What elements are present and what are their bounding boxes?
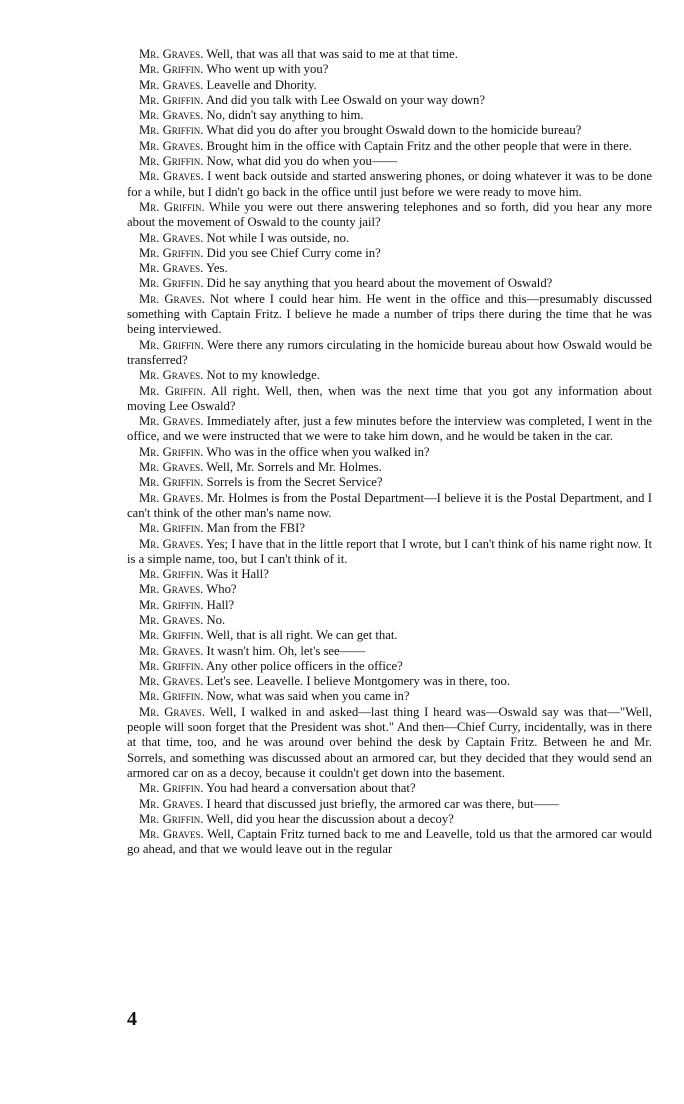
speaker-name: Mr. Graves. <box>139 796 204 811</box>
speech-text: Who was in the office when you walked in? <box>203 444 430 459</box>
speech-text: Any other police officers in the office? <box>203 658 403 673</box>
testimony-paragraph <box>127 368 652 383</box>
speaker-name: Mr. Griffin. <box>139 245 204 260</box>
speech-text: Man from the FBI? <box>203 521 305 536</box>
testimony-paragraph <box>127 62 652 77</box>
speaker-name: Mr. Griffin. <box>139 123 204 138</box>
testimony-paragraph <box>127 200 652 231</box>
speech-text: Well, that was all that was said to me at that time. <box>203 47 458 61</box>
speaker-name: Mr. Griffin. <box>139 383 206 398</box>
speaker-name: Mr. Graves. <box>139 368 204 383</box>
speaker-name: Mr. Graves. <box>139 291 206 306</box>
speech-text: Not while I was outside, no. <box>203 230 350 245</box>
speaker-name: Mr. Griffin. <box>139 567 204 582</box>
speaker-name: Mr. Graves. <box>139 490 204 505</box>
speech-text: Mr. Holmes is from the Postal Department—I believe it is the Postal Department, and I can't think of the other man's name now. <box>127 490 652 520</box>
speaker-name: Mr. Griffin. <box>139 597 204 612</box>
speech-text: All right. Well, then, when was the next time that you got any information about moving Lee Oswald? <box>127 383 652 413</box>
speaker-name: Mr. Graves. <box>139 460 204 475</box>
testimony-text <box>127 47 652 858</box>
testimony-paragraph <box>127 613 652 628</box>
speaker-name: Mr. Griffin. <box>139 444 204 459</box>
speech-text: Who went up with you? <box>203 62 329 77</box>
testimony-paragraph <box>127 659 652 674</box>
testimony-paragraph <box>127 475 652 490</box>
speech-text: Did he say anything that you heard about the movement of Oswald? <box>203 276 553 291</box>
speech-text: Not where I could hear him. He went in the office and this—presumably discussed something with Captain Fritz. I believe he made a number of trips there during the time that he was being interviewed. <box>127 291 652 337</box>
speech-text: And did you talk with Lee Oswald on your way down? <box>203 92 486 107</box>
page-number: 4 <box>127 1008 137 1030</box>
speaker-name: Mr. Griffin. <box>139 199 205 214</box>
speech-text: Well, Mr. Sorrels and Mr. Holmes. <box>203 460 382 475</box>
testimony-paragraph <box>127 491 652 522</box>
testimony-paragraph <box>127 781 652 796</box>
testimony-paragraph <box>127 123 652 138</box>
testimony-paragraph <box>127 445 652 460</box>
speaker-name: Mr. Griffin. <box>139 521 204 536</box>
testimony-paragraph <box>127 537 652 568</box>
speech-text: Well, Captain Fritz turned back to me and Leavelle, told us that the armored car would go ahead, and that we would leave out in the regular <box>127 827 653 857</box>
speech-text: What did you do after you brought Oswald down to the homicide bureau? <box>203 123 582 138</box>
speaker-name: Mr. Griffin. <box>139 62 204 77</box>
speech-text: Now, what did you do when you—— <box>203 154 398 169</box>
testimony-paragraph <box>127 261 652 276</box>
speaker-name: Mr. Griffin. <box>139 628 204 643</box>
testimony-paragraph <box>127 276 652 291</box>
speaker-name: Mr. Griffin. <box>139 475 204 490</box>
speaker-name: Mr. Graves. <box>139 414 204 429</box>
speech-text: I heard that discussed just briefly, the armored car was there, but—— <box>203 796 560 811</box>
testimony-paragraph <box>127 384 652 415</box>
speech-text: Well, that is all right. We can get that. <box>203 628 398 643</box>
speaker-name: Mr. Graves. <box>139 138 204 153</box>
testimony-paragraph <box>127 169 652 200</box>
speaker-name: Mr. Graves. <box>139 169 204 184</box>
speech-text: It wasn't him. Oh, let's see—— <box>203 643 366 658</box>
testimony-paragraph <box>127 108 652 123</box>
testimony-paragraph <box>127 797 652 812</box>
speaker-name: Mr. Graves. <box>139 108 204 123</box>
speech-text: Brought him in the office with Captain Fritz and the other people that were in there. <box>203 138 632 153</box>
testimony-paragraph <box>127 154 652 169</box>
speaker-name: Mr. Graves. <box>139 612 204 627</box>
speaker-name: Mr. Graves. <box>139 536 204 551</box>
testimony-paragraph <box>127 338 652 369</box>
testimony-paragraph <box>127 644 652 659</box>
speech-text: While you were out there answering telephones and so forth, did you hear any more about the movement of Oswald to the county jail? <box>127 199 652 230</box>
speech-text: Who? <box>203 582 237 597</box>
testimony-paragraph <box>127 567 652 582</box>
speech-text: Sorrels is from the Secret Service? <box>203 475 383 490</box>
speaker-name: Mr. Griffin. <box>139 658 204 673</box>
testimony-paragraph <box>127 246 652 261</box>
speech-text: You had heard a conversation about that? <box>203 781 416 796</box>
testimony-paragraph <box>127 292 652 338</box>
testimony-paragraph <box>127 582 652 597</box>
speaker-name: Mr. Graves. <box>139 77 204 92</box>
speech-text: Hall? <box>203 597 235 612</box>
testimony-paragraph <box>127 231 652 246</box>
speech-text: Let's see. Leavelle. I believe Montgomery was in there, too. <box>203 674 510 689</box>
speech-text: Well, I walked in and asked—last thing I heard was—Oswald say was that—"Well, people will soon forget that the President was shot." And then—Chief Curry, incidentally, was in there at that time, too, and he was around over behind the desk by Captain Fritz. Between he and Mr. Sorrels, and something was discussed about an armored car, but they decided that they would send an armored car on as a decoy, because it couldn't get down into the basement. <box>127 704 653 780</box>
testimony-paragraph <box>127 628 652 643</box>
testimony-paragraph <box>127 78 652 93</box>
speech-text: Was it Hall? <box>203 567 269 582</box>
speech-text: Were there any rumors circulating in the homicide bureau about how Oswald would be transferred? <box>127 337 652 367</box>
speech-text: Immediately after, just a few minutes before the interview was completed, I went in the office, and we were instructed that we were to take him down, and he would be taken in the car. <box>127 414 653 444</box>
speech-text: Well, did you hear the discussion about a decoy? <box>203 811 454 826</box>
speaker-name: Mr. Griffin. <box>139 154 204 169</box>
testimony-paragraph <box>127 47 652 62</box>
speaker-name: Mr. Griffin. <box>139 781 204 796</box>
testimony-paragraph <box>127 93 652 108</box>
testimony-paragraph <box>127 827 652 858</box>
speaker-name: Mr. Graves. <box>139 47 204 61</box>
speaker-name: Mr. Griffin. <box>139 337 204 352</box>
testimony-paragraph <box>127 598 652 613</box>
speech-text: Yes. <box>203 261 228 276</box>
speech-text: I went back outside and started answering phones, or doing whatever it was to be done for a while, but I didn't go back in the office until just before we were ready to move him. <box>127 169 652 199</box>
speaker-name: Mr. Graves. <box>139 827 204 842</box>
speech-text: Leavelle and Dhority. <box>203 77 317 92</box>
speech-text: No. <box>203 612 226 627</box>
speaker-name: Mr. Griffin. <box>139 689 204 704</box>
speaker-name: Mr. Graves. <box>139 674 204 689</box>
speaker-name: Mr. Griffin. <box>139 92 204 107</box>
speaker-name: Mr. Graves. <box>139 582 204 597</box>
testimony-paragraph <box>127 705 652 781</box>
testimony-paragraph <box>127 414 652 445</box>
speech-text: Now, what was said when you came in? <box>203 689 410 704</box>
testimony-paragraph <box>127 674 652 689</box>
testimony-paragraph <box>127 521 652 536</box>
speaker-name: Mr. Graves. <box>139 230 204 245</box>
speech-text: Not to my knowledge. <box>203 368 320 383</box>
speaker-name: Mr. Graves. <box>139 261 204 276</box>
testimony-paragraph <box>127 689 652 704</box>
testimony-paragraph <box>127 812 652 827</box>
speaker-name: Mr. Griffin. <box>139 276 204 291</box>
testimony-paragraph <box>127 139 652 154</box>
testimony-paragraph <box>127 460 652 475</box>
speech-text: Yes; I have that in the little report that I wrote, but I can't think of his name right now. It is a simple name, too, but I can't think of it. <box>127 536 652 566</box>
speaker-name: Mr. Griffin. <box>139 811 204 826</box>
speaker-name: Mr. Graves. <box>139 643 204 658</box>
speaker-name: Mr. Graves. <box>139 704 205 719</box>
speech-text: Did you see Chief Curry come in? <box>203 245 381 260</box>
speech-text: No, didn't say anything to him. <box>203 108 364 123</box>
